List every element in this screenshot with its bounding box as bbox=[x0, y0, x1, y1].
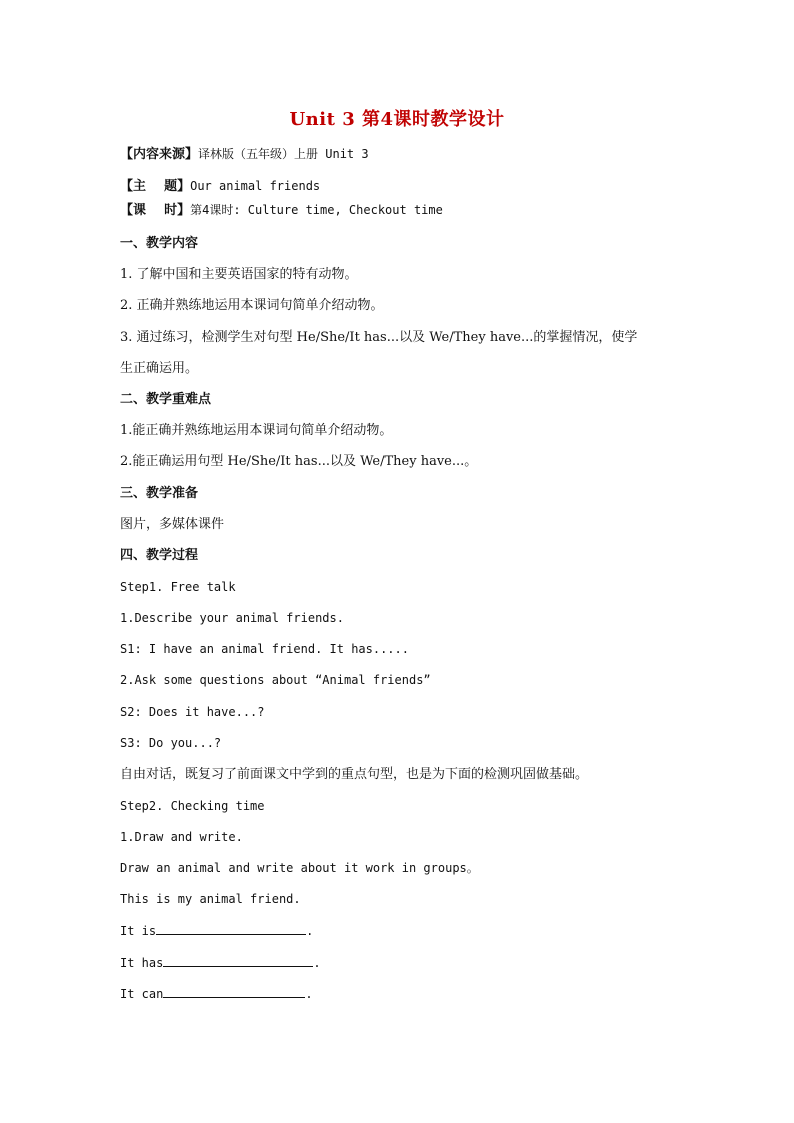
process-line: 1.Draw and write. bbox=[120, 830, 243, 844]
fill-line-prefix: It has bbox=[120, 956, 164, 970]
fill-line bbox=[120, 922, 680, 940]
meta-topic bbox=[120, 178, 680, 195]
process-line: S2: Does it have...? bbox=[120, 705, 265, 719]
meta-lesson bbox=[120, 202, 680, 219]
meta-source-value: 译林版（五年级）上册 Unit 3 bbox=[198, 147, 369, 161]
fill-line-prefix: It is bbox=[120, 924, 157, 938]
fill-line-prefix: It can bbox=[120, 987, 164, 1001]
content-item: 3. 通过练习，检测学生对句型 He/She/It has...以及 We/They have...的掌握情况，使学 bbox=[120, 330, 638, 345]
fill-blank[interactable] bbox=[163, 985, 305, 998]
meta-topic-label: 【主 题】 bbox=[120, 179, 191, 194]
fill-line-suffix: . bbox=[305, 987, 313, 1001]
section-heading-process: 四、教学过程 bbox=[120, 548, 199, 563]
meta-topic-value: Our animal friends bbox=[190, 179, 321, 193]
fill-blank[interactable] bbox=[156, 922, 306, 935]
process-line: S1: I have an animal friend. It has..... bbox=[120, 642, 409, 656]
fill-line bbox=[120, 985, 680, 1003]
section-heading-key-points: 二、教学重难点 bbox=[120, 392, 212, 407]
process-line: 2.Ask some questions about “Animal friends” bbox=[120, 673, 431, 687]
key-item: 1.能正确并熟练地运用本课词句简单介绍动物。 bbox=[120, 423, 393, 438]
fill-blank[interactable] bbox=[163, 954, 313, 967]
process-line: This is my animal friend. bbox=[120, 892, 301, 906]
content-item: 生正确运用。 bbox=[120, 361, 199, 376]
meta-lesson-value: 第4课时: Culture time, Checkout time bbox=[190, 203, 443, 217]
process-line: S3: Do you...? bbox=[120, 736, 222, 750]
key-item: 2.能正确运用句型 He/She/It has...以及 We/They have...。 bbox=[120, 454, 478, 469]
document-title: Unit 3 第4课时教学设计 bbox=[289, 109, 505, 130]
process-line: 1.Describe your animal friends. bbox=[120, 611, 344, 625]
process-line: Step1. Free talk bbox=[120, 580, 236, 594]
meta-lesson-label: 【课 时】 bbox=[120, 203, 191, 218]
fill-line-suffix: . bbox=[306, 924, 314, 938]
section-heading-preparation: 三、教学准备 bbox=[120, 486, 199, 501]
section-heading-content: 一、教学内容 bbox=[120, 236, 199, 251]
process-line: Draw an animal and write about it work in groups。 bbox=[120, 861, 479, 875]
content-item: 1. 了解中国和主要英语国家的特有动物。 bbox=[120, 267, 358, 282]
process-line: 自由对话，既复习了前面课文中学到的重点句型，也是为下面的检测巩固做基础。 bbox=[120, 767, 589, 782]
content-item: 2. 正确并熟练地运用本课词句简单介绍动物。 bbox=[120, 298, 384, 313]
fill-line bbox=[120, 954, 680, 972]
meta-source-label: 【内容来源】 bbox=[120, 147, 199, 162]
meta-source bbox=[120, 146, 680, 163]
process-line: Step2. Checking time bbox=[120, 799, 265, 813]
fill-line-suffix: . bbox=[313, 956, 321, 970]
preparation-text: 图片，多媒体课件 bbox=[120, 517, 225, 532]
